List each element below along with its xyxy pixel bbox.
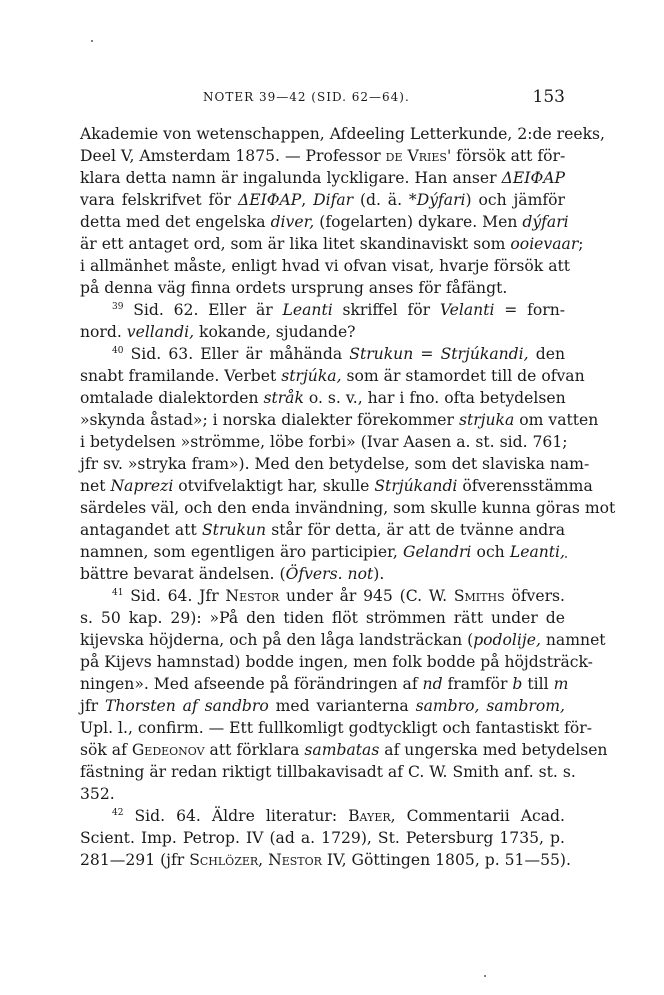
text-line: antagandet att Strukun står för detta, är att de tvänne andra xyxy=(80,521,565,539)
note-number: 40 xyxy=(112,346,124,356)
author-name: Nestor xyxy=(268,851,322,869)
text-line: klara detta namn är ingalunda lyckligare. Han anser ΔΕΙΦΑΡ xyxy=(80,169,565,187)
italic-term: b xyxy=(512,675,523,693)
italic-term: Velanti xyxy=(439,301,495,319)
header-title: NOTER 39—42 (SID. 62—64). xyxy=(203,90,410,104)
note-first-line: $^{39}$ Sid. 62. Eller är Leanti skriffel för Velanti = forn- xyxy=(112,301,566,319)
italic-term: sambatas xyxy=(304,741,380,759)
text-line: särdeles väl, och den enda invändning, som skulle kunna göras mot xyxy=(80,499,616,517)
text-line: på Kijevs hamnstad) bodde ingen, men folk bodde på höjdsträck- xyxy=(80,653,593,671)
page-number: 153 xyxy=(532,87,565,107)
note-first-line: $^{41}$ Sid. 64. Jfr Nestor under år 945 (C. W. Smiths öfvers. xyxy=(112,587,565,605)
text-line: på denna väg finna ordets ursprung anses för fåfängt. xyxy=(80,279,508,297)
author-name: Schlözer xyxy=(189,851,259,869)
italic-term: vellandi, xyxy=(126,323,195,341)
italic-term: Naprezi xyxy=(110,477,174,495)
italic-term: ΔΕΙΦΑΡ xyxy=(501,169,565,187)
italic-term: Strukun xyxy=(349,345,414,363)
text-line: namnen, som egentligen äro participier, Gelandri och Leanti, xyxy=(80,543,565,561)
note-number: 41 xyxy=(112,588,124,598)
italic-term: Strjúkandi xyxy=(374,477,458,495)
italic-term: ooievaar xyxy=(510,235,579,253)
italic-term: m xyxy=(553,675,569,693)
italic-term: podolije, xyxy=(473,631,541,649)
text-line: nord. vellandi, kokande, sjudande? xyxy=(80,323,356,341)
author-name: Gedeonov xyxy=(131,741,205,759)
author-name: de Vries xyxy=(385,147,447,165)
text-line: i betydelsen »strömme, löbe forbi» (Ivar Aasen a. st. sid. 761; xyxy=(80,433,568,451)
text-line: kijevska höjderna, och på den låga landsträckan (podolije, namnet xyxy=(80,631,606,649)
italic-term: ΔΕΙΦΑΡ xyxy=(237,191,302,209)
text-line: är ett antaget ord, som är lika litet skandinaviskt som ooievaar; xyxy=(80,235,584,253)
author-name: Bayer xyxy=(348,807,391,825)
text-line: Scient. Imp. Petrop. IV (ad a. 1729), St. Petersburg 1735, p. xyxy=(80,829,565,847)
italic-term: Difar xyxy=(313,191,354,209)
italic-term: Strukun xyxy=(202,521,266,539)
italic-term: diver, xyxy=(270,213,315,231)
italic-term: sambro, sambrom, xyxy=(415,697,565,715)
text-line: omtalade dialektorden stråk o. s. v., har i fno. ofta betydelsen xyxy=(80,389,566,407)
text-line: 352. xyxy=(80,785,115,803)
note-number: 39 xyxy=(112,302,124,312)
italic-term: Öfvers. not xyxy=(285,565,374,583)
italic-term: Thorsten af sandbro xyxy=(104,697,269,715)
body-text xyxy=(80,123,616,871)
text-line: jfr Thorsten af sandbro med varianterna sambro, sambrom, xyxy=(80,697,565,715)
text-line: s. 50 kap. 29): »På den tiden flöt strömmen rätt under de xyxy=(80,609,565,627)
text-line: net Naprezi otvifvelaktigt har, skulle Strjúkandi öfverensstämma xyxy=(80,477,593,495)
text-line: Deel V, Amsterdam 1875. — Professor de Vries' försök att för- xyxy=(80,147,566,165)
italic-term: dýfari xyxy=(522,213,569,231)
paper-speck xyxy=(484,975,486,977)
italic-term: nd xyxy=(422,675,443,693)
text-line: detta med det engelska diver, (fogelarten) dykare. Men dýfari xyxy=(80,213,569,231)
italic-term: Leanti xyxy=(282,301,333,319)
italic-term: stråk xyxy=(263,389,304,407)
paper-speck xyxy=(91,40,93,42)
text-line: 281—291 (jfr Schlözer, Nestor IV, Göttingen 1805, p. 51—55). xyxy=(80,851,571,869)
italic-term: Leanti, xyxy=(509,543,565,561)
text-line: Upl. l., confirm. — Ett fullkomligt godtyckligt och fantastiskt för- xyxy=(80,719,593,737)
text-line: i allmänhet måste, enligt hvad vi ofvan visat, hvarje försök att xyxy=(80,257,571,275)
italic-term: Dýfari xyxy=(416,191,466,209)
text-line: Akademie von wetenschappen, Afdeeling Letterkunde, 2:de reeks, xyxy=(80,125,605,143)
author-name: Nestor xyxy=(225,587,280,605)
italic-term: Strjúkandi, xyxy=(440,345,529,363)
text-line: ningen». Med afseende på förändringen af nd framför b till m xyxy=(80,675,569,693)
italic-term: strjuka xyxy=(458,411,515,429)
paper-speck xyxy=(565,556,567,558)
text-line: sök af Gedeonov att förklara sambatas af ungerska med betydelsen xyxy=(80,741,608,759)
text-line: snabt framilande. Verbet strjúka, som är stamordet till de ofvan xyxy=(80,367,585,385)
author-name: Smiths xyxy=(453,587,505,605)
note-first-line: $^{42}$ Sid. 64. Äldre literatur: Bayer, Commentarii Acad. xyxy=(112,807,565,825)
italic-term: Gelandri xyxy=(402,543,472,561)
text-line: vara felskrifvet för ΔΕΙΦΑΡ, Difar (d. ä. *Dýfari) och jämför xyxy=(80,191,565,209)
text-line: bättre bevarat ändelsen. (Öfvers. not). xyxy=(80,565,385,583)
text-line: jfr sv. »stryka fram»). Med den betydelse, som det slaviska nam- xyxy=(80,455,590,473)
note-number: 42 xyxy=(112,808,124,818)
text-line: fästning är redan riktigt tillbakavisadt af C. W. Smith anf. st. s. xyxy=(80,763,576,781)
text-line: »skynda åstad»; i norska dialekter förekommer strjuka om vatten xyxy=(80,411,599,429)
italic-term: strjúka, xyxy=(281,367,342,385)
running-header xyxy=(80,87,565,110)
note-first-line: $^{40}$ Sid. 63. Eller är måhända Strukun = Strjúkandi, den xyxy=(112,345,566,363)
